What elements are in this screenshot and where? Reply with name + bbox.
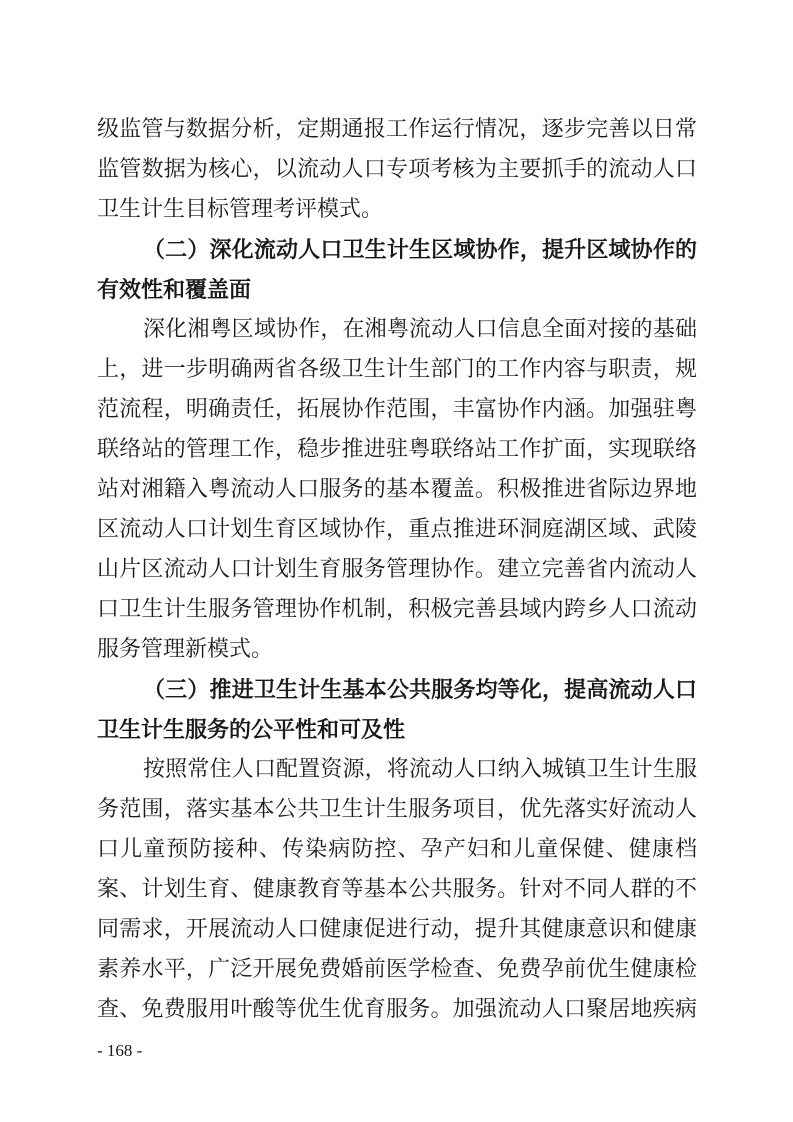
- section-heading-3-line: 卫生计生服务的公平性和可及性: [97, 717, 406, 743]
- body-text-line: 山片区流动人口计划生育服务管理协作。建立完善省内流动人: [97, 557, 697, 582]
- body-text-line: 口儿童预防接种、传染病防控、孕产妇和儿童保健、健康档: [97, 837, 697, 862]
- body-text-line: 站对湘籍入粤流动人口服务的基本覆盖。积极推进省际边界地: [97, 477, 697, 502]
- body-text-line: 务范围，落实基本公共卫生计生服务项目，优先落实好流动人: [97, 797, 697, 822]
- body-text-line: 按照常住人口配置资源，将流动人口纳入城镇卫生计生服: [143, 757, 697, 782]
- body-text-line: 区流动人口计划生育区域协作，重点推进环洞庭湖区域、武陵: [97, 517, 697, 542]
- body-text-line: 联络站的管理工作，稳步推进驻粤联络站工作扩面，实现联络: [97, 437, 697, 462]
- body-text-line: 级监管与数据分析，定期通报工作运行情况，逐步完善以日常: [97, 117, 697, 142]
- body-text-line: 范流程，明确责任，拓展协作范围，丰富协作内涵。加强驻粤: [97, 397, 697, 422]
- body-text-line: 卫生计生目标管理考评模式。: [97, 197, 384, 222]
- body-text-line: 案、计划生育、健康教育等基本公共服务。针对不同人群的不: [97, 877, 697, 902]
- page-number: - 168 -: [97, 1041, 143, 1060]
- body-text-line: 上，进一步明确两省各级卫生计生部门的工作内容与职责，规: [97, 357, 697, 382]
- section-heading-2-line: （二）深化流动人口卫生计生区域协作，提升区域协作的: [143, 237, 697, 263]
- body-text-line: 深化湘粤区域协作，在湘粤流动人口信息全面对接的基础: [143, 317, 697, 342]
- body-text-line: 同需求，开展流动人口健康促进行动，提升其健康意识和健康: [97, 917, 697, 942]
- body-text-line: 监管数据为核心，以流动人口专项考核为主要抓手的流动人口: [97, 157, 697, 182]
- section-heading-2-line: 有效性和覆盖面: [97, 277, 252, 303]
- body-text-line: 口卫生计生服务管理协作机制，积极完善县域内跨乡人口流动: [97, 597, 697, 622]
- body-text-line: 素养水平，广泛开展免费婚前医学检查、免费孕前优生健康检: [97, 957, 697, 982]
- section-heading-3-line: （三）推进卫生计生基本公共服务均等化，提高流动人口: [143, 677, 697, 703]
- body-text-line: 服务管理新模式。: [97, 637, 274, 662]
- body-text-line: 查、免费服用叶酸等优生优育服务。加强流动人口聚居地疾病: [97, 997, 697, 1022]
